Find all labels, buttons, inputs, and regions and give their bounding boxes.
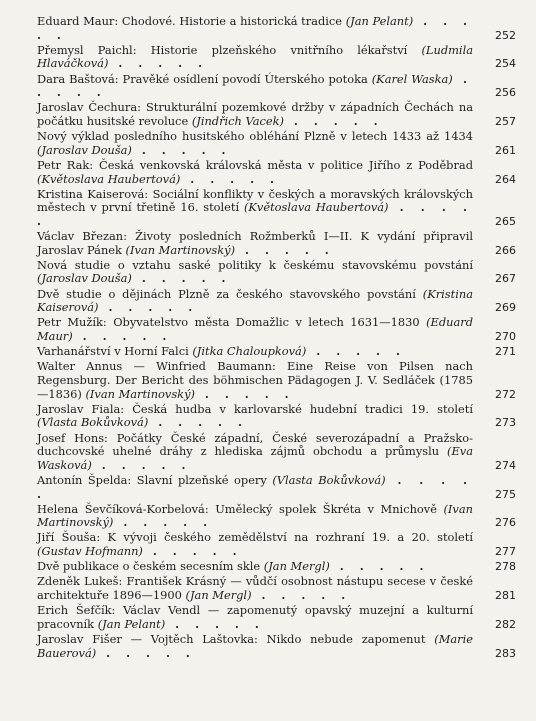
toc-entry bbox=[37, 345, 515, 359]
entry-title: Petr Rak: Česká venkovská královská města v politice Jiřího z Poděbrad bbox=[37, 157, 473, 172]
entry-page-number: 267 bbox=[495, 272, 516, 286]
leader-dots: . . . . . bbox=[142, 544, 243, 559]
entry-page-number: 254 bbox=[495, 57, 516, 71]
toc-entry-text bbox=[37, 44, 515, 71]
entry-title: Přemysl Paichl: Historie plzeňského vnitřního lékařství bbox=[37, 42, 408, 57]
entry-reviewer: (Jindřich Vacek) bbox=[191, 113, 284, 128]
entry-reviewer: (Marie Bauerová) bbox=[37, 632, 473, 660]
toc-entry-text bbox=[37, 130, 515, 157]
toc-entry bbox=[37, 474, 515, 501]
entry-page-number: 256 bbox=[495, 86, 516, 100]
toc-entry-text bbox=[37, 316, 515, 343]
entry-title: Dvě studie o dějinách Plzně za českého stavovského povstání bbox=[37, 286, 416, 301]
leader-dots: . . . . . bbox=[131, 142, 232, 157]
entry-page-number: 283 bbox=[495, 646, 516, 660]
entry-page-number: 270 bbox=[495, 330, 516, 343]
entry-reviewer: (Karel Waska) bbox=[371, 71, 453, 86]
entry-page-number: 282 bbox=[495, 617, 516, 631]
entry-title: Jaroslav Fiala: Česká hudba v karlovarské hudební tradici 19. století bbox=[37, 401, 473, 416]
entry-reviewer: (Ivan Martinovský) bbox=[125, 242, 236, 257]
leader-dots: . . . . . bbox=[283, 113, 384, 128]
entry-title: Nová studie o vztahu saské politiky k českému stavovskému povstání bbox=[37, 257, 473, 272]
leader-dots: . . . . . bbox=[131, 271, 232, 286]
entry-page-number: 273 bbox=[495, 416, 516, 430]
entry-reviewer: (Jan Pelant) bbox=[345, 14, 414, 28]
toc-entry bbox=[37, 403, 515, 430]
entry-title: Eduard Maur: Chodové. Historie a historická tradice bbox=[37, 14, 343, 28]
entry-reviewer: (Květoslava Haubertová) bbox=[37, 171, 181, 186]
toc-entry-text bbox=[37, 503, 515, 530]
entry-title: Helena Ševčíková-Korbelová: Umělecký spolek Škréta v Mnichově bbox=[37, 501, 437, 516]
entry-reviewer: (Vlasta Bokůvková) bbox=[37, 415, 149, 430]
leader-dots: . . . . . bbox=[235, 242, 335, 257]
entry-page-number: 281 bbox=[495, 589, 516, 603]
toc-entry-text bbox=[37, 345, 515, 359]
entry-title: Kristina Kaiserová: Sociální konflikty v českých a moravských královských městech v první třetině 16. století bbox=[37, 186, 473, 215]
toc-entry-text bbox=[37, 432, 515, 473]
entry-title: Josef Hons: Počátky České západní, České severozápadní a Pražsko-duchcovské uhelné dráhy z hlediska zájmů obchodu a průmyslu bbox=[37, 430, 473, 459]
toc-entry-text bbox=[37, 101, 515, 128]
toc-entry-text bbox=[37, 474, 515, 501]
leader-dots: . . . . . bbox=[98, 300, 199, 315]
toc-entry-text bbox=[37, 230, 515, 257]
leader-dots: . . . . . bbox=[37, 200, 473, 228]
entry-title: Antonín Špelda: Slavní plzeňské opery bbox=[37, 472, 267, 487]
leader-dots: . . . . . bbox=[37, 14, 474, 42]
table-of-contents bbox=[37, 15, 515, 662]
toc-entry-text bbox=[37, 15, 515, 42]
entry-page-number: 257 bbox=[495, 114, 516, 128]
entry-reviewer: (Jan Mergl) bbox=[185, 588, 252, 603]
leader-dots: . . . . . bbox=[251, 588, 352, 603]
entry-reviewer: (Jitka Chaloupková) bbox=[192, 344, 307, 359]
toc-entry bbox=[37, 633, 515, 660]
toc-entry bbox=[37, 44, 515, 71]
toc-entry-text bbox=[37, 259, 515, 286]
toc-entry bbox=[37, 73, 515, 100]
entry-reviewer: (Eva Wasková) bbox=[37, 444, 473, 472]
toc-entry bbox=[37, 531, 515, 558]
entry-page-number: 269 bbox=[495, 301, 516, 315]
entry-title: Erich Šefčík: Václav Vendl — zapomenutý opavský muzejní a kulturní pracovník bbox=[37, 603, 473, 631]
toc-entry-text bbox=[37, 403, 515, 430]
entry-page-number: 252 bbox=[495, 28, 516, 42]
entry-page-number: 275 bbox=[495, 487, 516, 501]
leader-dots: . . . . . bbox=[194, 386, 295, 401]
toc-entry bbox=[37, 316, 515, 343]
leader-dots: . . . . . bbox=[96, 645, 196, 660]
leader-dots: . . . . . bbox=[165, 616, 265, 631]
entry-title: Petr Mužík: Obyvatelstvo města Domažlic v letech 1631—1830 bbox=[37, 315, 420, 330]
leader-dots: . . . . . bbox=[72, 329, 173, 343]
entry-title: Dvě publikace o českém secesním skle bbox=[37, 559, 261, 574]
entry-reviewer: (Jan Pelant) bbox=[97, 616, 166, 631]
entry-title: Zdeněk Lukeš: František Krásný — vůdčí osobnost nástupu secese v české architektuře 1896—1900 bbox=[37, 574, 473, 603]
entry-title: Dara Baštová: Pravěké osídlení povodí Úterského potoka bbox=[37, 71, 368, 86]
toc-entry-text bbox=[37, 188, 515, 229]
toc-entry-text bbox=[37, 560, 515, 574]
toc-entry-text bbox=[37, 360, 515, 401]
toc-entry bbox=[37, 15, 515, 42]
leader-dots: . . . . . bbox=[306, 344, 406, 359]
leader-dots: . . . . . bbox=[148, 415, 248, 430]
toc-entry-text bbox=[37, 288, 515, 315]
toc-entry-text bbox=[37, 575, 515, 602]
toc-entry bbox=[37, 604, 515, 631]
toc-entry-text bbox=[37, 159, 515, 186]
toc-entry bbox=[37, 259, 515, 286]
entry-page-number: 271 bbox=[495, 345, 516, 359]
entry-page-number: 276 bbox=[495, 516, 516, 530]
toc-entry bbox=[37, 101, 515, 128]
toc-entry bbox=[37, 432, 515, 473]
leader-dots: . . . . . bbox=[180, 171, 280, 186]
toc-entry bbox=[37, 503, 515, 530]
entry-page-number: 266 bbox=[495, 243, 516, 257]
entry-title: Walter Annus — Winfried Baumann: Eine Reise von Pilsen nach Regensburg. Der Bericht des böhmischen Pädagogen J. V. Sedláček (1785—1836) bbox=[37, 359, 473, 401]
entry-page-number: 265 bbox=[495, 214, 516, 228]
entry-page-number: 272 bbox=[495, 387, 516, 401]
entry-reviewer: (Ludmila Hlaváčková) bbox=[37, 42, 473, 71]
leader-dots: . . . . . bbox=[37, 71, 474, 100]
entry-reviewer: (Eduard Maur) bbox=[37, 315, 473, 343]
entry-reviewer: (Gustav Hofmann) bbox=[37, 544, 143, 559]
entry-page-number: 261 bbox=[495, 143, 516, 157]
entry-reviewer: (Vlasta Bokůvková) bbox=[272, 472, 386, 487]
entry-reviewer: (Ivan Martinovský) bbox=[85, 386, 195, 401]
toc-entry-text bbox=[37, 531, 515, 558]
toc-entry bbox=[37, 360, 515, 401]
entry-title: Jaroslav Fišer — Vojtěch Laštovka: Nikdo nebude zapomenut bbox=[37, 632, 426, 646]
entry-page-number: 264 bbox=[495, 172, 516, 186]
entry-page-number: 278 bbox=[495, 560, 516, 574]
toc-entry bbox=[37, 560, 515, 574]
leader-dots: . . . . . bbox=[91, 457, 192, 472]
toc-entry bbox=[37, 130, 515, 157]
leader-dots: . . . . . bbox=[108, 56, 209, 71]
entry-reviewer: (Jaroslav Douša) bbox=[37, 142, 132, 157]
entry-reviewer: (Kristina Kaiserová) bbox=[37, 286, 473, 315]
leader-dots: . . . . . bbox=[329, 559, 430, 574]
entry-page-number: 277 bbox=[495, 545, 516, 559]
entry-reviewer: (Jan Mergl) bbox=[263, 559, 330, 574]
entry-title: Jiří Šouša: K vývoji českého zemědělství na rozhraní 19. a 20. století bbox=[37, 530, 473, 545]
entry-reviewer: (Květoslava Haubertová) bbox=[243, 200, 389, 215]
toc-entry-text bbox=[37, 73, 515, 100]
toc-entry-text bbox=[37, 633, 515, 660]
entry-title: Václav Březan: Životy posledních Rožmberků I—II. K vydání připravil Jaroslav Pánek bbox=[37, 229, 473, 257]
toc-entry bbox=[37, 230, 515, 257]
entry-title: Nový výklad posledního husitského obléhání Plzně v letech 1433 až 1434 bbox=[37, 129, 473, 144]
leader-dots: . . . . . bbox=[113, 515, 214, 530]
entry-reviewer: (Ivan Martinovský) bbox=[37, 501, 473, 530]
entry-reviewer: (Jaroslav Douša) bbox=[37, 271, 132, 286]
toc-entry bbox=[37, 288, 515, 315]
entry-title: Jaroslav Čechura: Strukturální pozemkové držby v západních Čechách na počátku husitské revoluce bbox=[37, 100, 473, 128]
entry-title: Varhanářství v Horní Falci bbox=[37, 344, 189, 359]
leader-dots: . . . . . bbox=[37, 472, 473, 501]
toc-entry bbox=[37, 575, 515, 602]
toc-entry bbox=[37, 159, 515, 186]
entry-page-number: 274 bbox=[495, 458, 516, 472]
toc-entry bbox=[37, 188, 515, 229]
toc-entry-text bbox=[37, 604, 515, 631]
